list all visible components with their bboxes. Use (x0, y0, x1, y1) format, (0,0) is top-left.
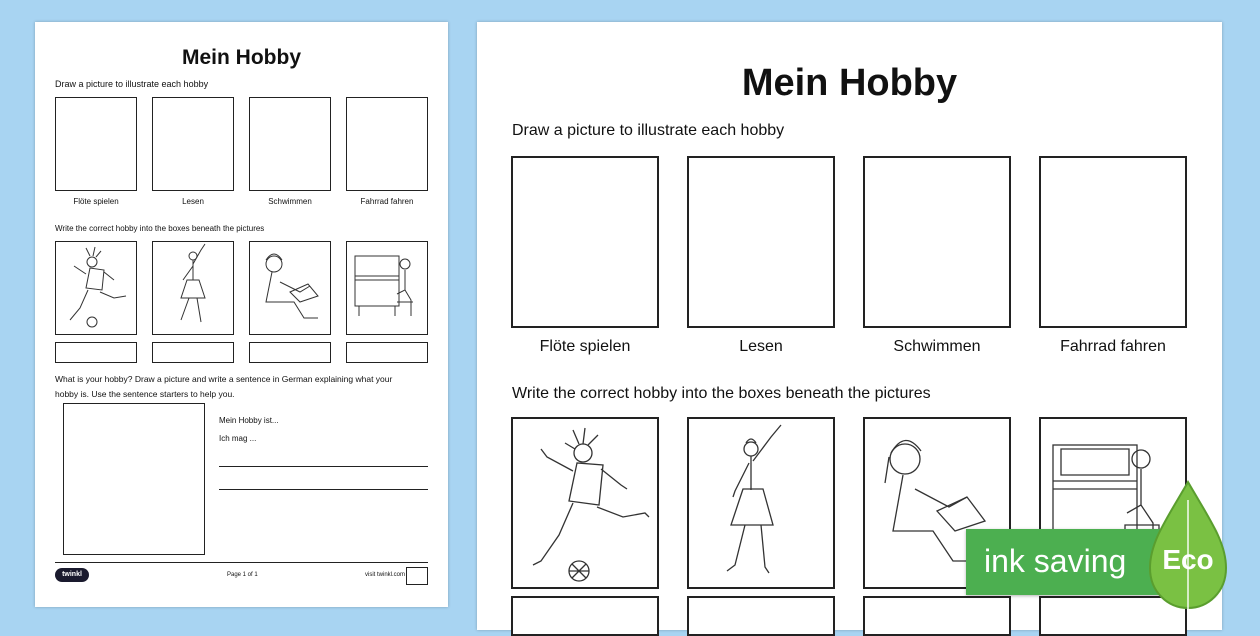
dancer-illustration (689, 419, 833, 587)
small-picture-box-dancer (152, 241, 234, 335)
instruction-draw: Draw a picture to illustrate each hobby (512, 122, 785, 139)
small-footer-page: Page 1 of 1 (227, 572, 258, 578)
small-footer-url: visit twinkl.com (365, 572, 406, 578)
small-page-title: Mein Hobby (182, 46, 301, 69)
draw-box-2[interactable] (687, 156, 835, 328)
small-question-line: What is your hobby? Draw a picture and write a sentence in German explaining what your (55, 374, 393, 384)
small-answer-box-2[interactable] (152, 342, 234, 363)
small-instruction-write: Write the correct hobby into the boxes beneath the pictures (55, 224, 265, 233)
draw-box-4[interactable] (1039, 156, 1187, 328)
hobby-label: Flöte spielen (539, 338, 631, 355)
dancer-illustration (153, 242, 232, 333)
small-hobby-label: Flöte spielen (73, 197, 119, 206)
ink-saving-label: ink saving (984, 543, 1127, 579)
piano-player-illustration (347, 242, 426, 333)
instruction-write: Write the correct hobby into the boxes beneath the pictures (512, 385, 931, 402)
eco-label: Eco (1162, 544, 1214, 575)
small-draw-box-3 (249, 97, 331, 191)
page-title: Mein Hobby (741, 62, 958, 104)
hobby-label: Fahrrad fahren (1060, 338, 1166, 355)
small-writing-line (219, 466, 428, 467)
answer-box-3[interactable] (863, 596, 1011, 636)
eco-leaf-icon (1148, 480, 1228, 620)
draw-box-3[interactable] (863, 156, 1011, 328)
small-answer-box-3[interactable] (249, 342, 331, 363)
small-picture-box-piano (346, 241, 428, 335)
hobby-label: Schwimmen (893, 338, 981, 355)
picture-box-football (511, 417, 659, 589)
small-footer-logo: twinkl (55, 568, 89, 582)
draw-box-1[interactable] (511, 156, 659, 328)
small-instruction-draw: Draw a picture to illustrate each hobby (55, 79, 209, 89)
small-draw-box-2 (152, 97, 234, 191)
small-writing-line (219, 489, 428, 490)
hobby-label: Lesen (739, 338, 783, 355)
small-hobby-label: Schwimmen (268, 197, 312, 206)
small-hobby-label: Lesen (182, 197, 204, 206)
small-own-drawing-box[interactable] (63, 403, 205, 555)
answer-box-2[interactable] (687, 596, 835, 636)
small-worksheet-preview (35, 22, 448, 607)
small-answer-box-4[interactable] (346, 342, 428, 363)
footballer-illustration (56, 242, 135, 333)
small-picture-box-reading (249, 241, 331, 335)
small-answer-box-1[interactable] (55, 342, 137, 363)
small-hobby-label: Fahrrad fahren (360, 197, 414, 206)
small-question-line: hobby is. Use the sentence starters to help you. (55, 389, 235, 399)
picture-box-dancer (687, 417, 835, 589)
footballer-illustration (513, 419, 657, 587)
small-draw-box-1 (55, 97, 137, 191)
small-picture-box-football (55, 241, 137, 335)
answer-box-1[interactable] (511, 596, 659, 636)
small-sentence-starter: Mein Hobby ist... (219, 416, 279, 425)
small-footer-rule (55, 562, 428, 563)
small-draw-box-4 (346, 97, 428, 191)
small-footer-stamp (406, 567, 428, 585)
reading-girl-illustration (250, 242, 329, 333)
small-sentence-starter: Ich mag ... (219, 434, 257, 443)
